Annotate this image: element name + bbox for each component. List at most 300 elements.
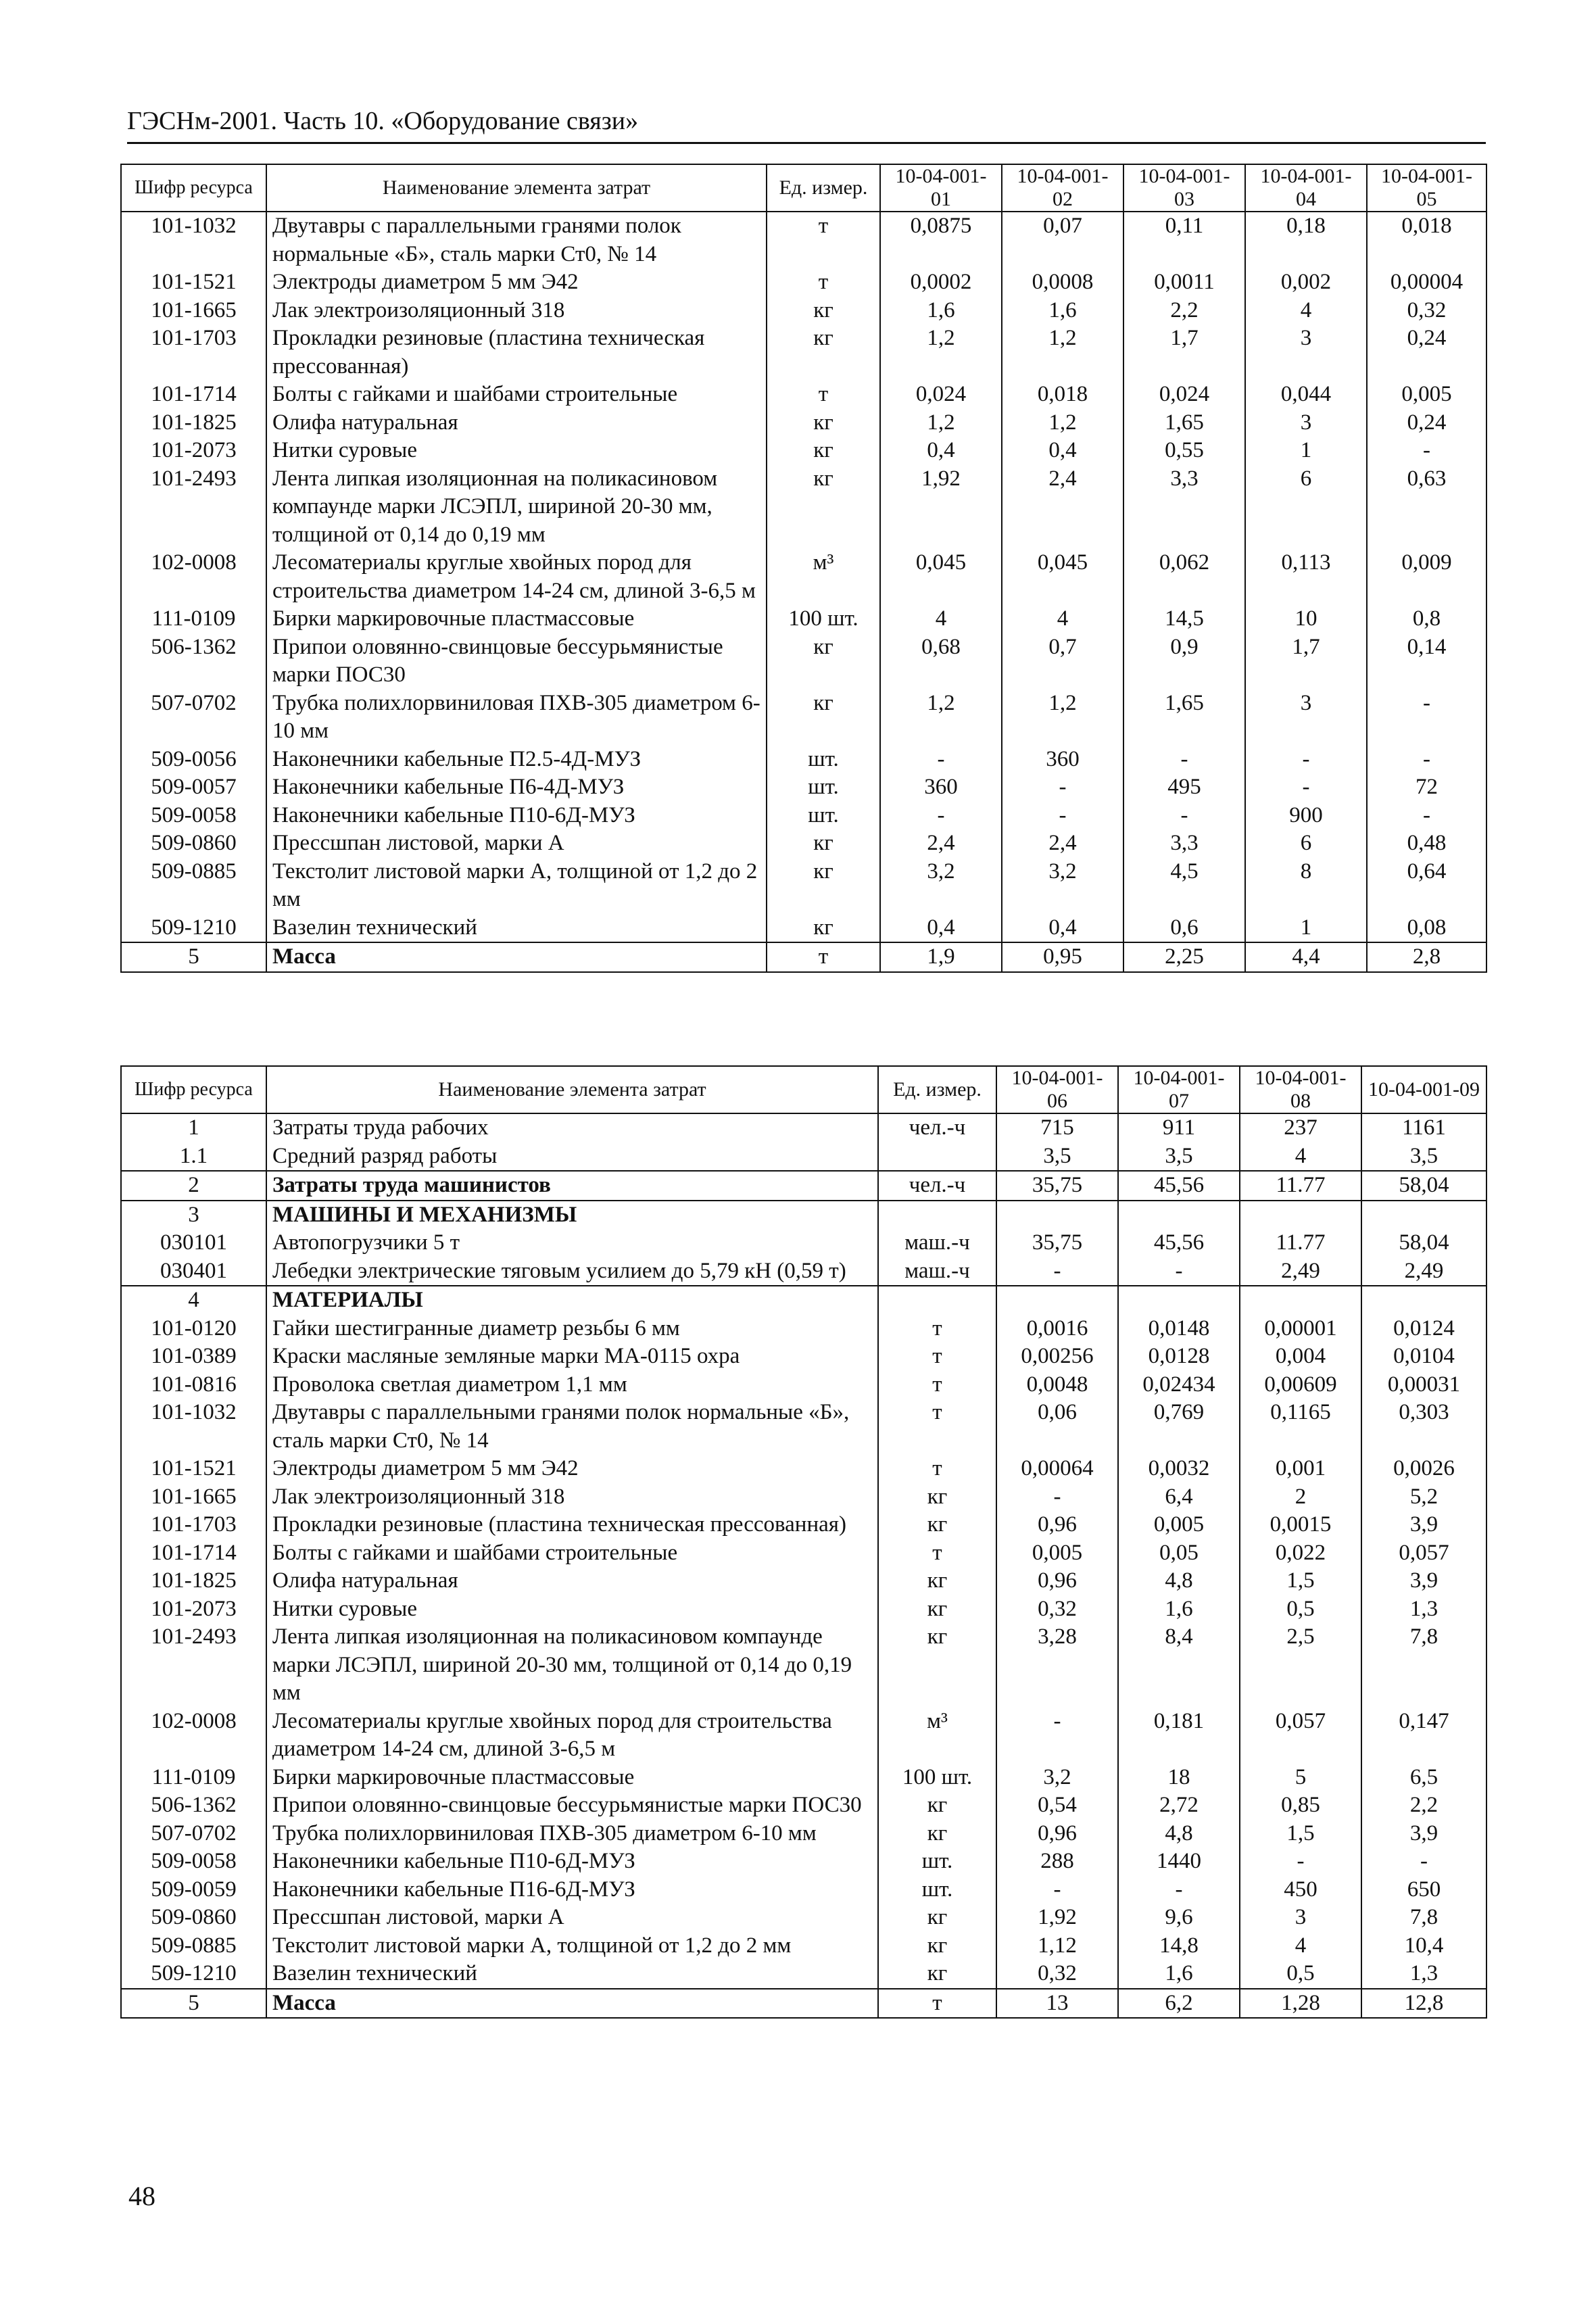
resource-name: Гайки шестигранные диаметр резьбы 6 мм <box>266 1315 878 1343</box>
value-cell: 3,28 <box>996 1623 1118 1708</box>
value-cell: 3 <box>1245 690 1367 746</box>
value-cell <box>1118 1201 1240 1230</box>
table-row <box>121 1764 1486 1792</box>
value-cell: 0,68 <box>880 633 1002 690</box>
value-cell: 288 <box>996 1848 1118 1876</box>
value-cell: 3,9 <box>1361 1511 1486 1539</box>
resource-code: 101-2493 <box>121 465 266 550</box>
unit-cell: чел.-ч <box>878 1171 996 1201</box>
value-cell: 1,9 <box>880 942 1002 972</box>
resource-code: 5 <box>121 1989 266 2019</box>
table-row <box>121 1113 1486 1142</box>
value-cell: 5,2 <box>1361 1483 1486 1512</box>
value-cell: 450 <box>1240 1876 1361 1904</box>
resource-code: 102-0008 <box>121 549 266 605</box>
value-cell: 9,6 <box>1118 1904 1240 1932</box>
unit-cell: шт. <box>767 746 880 774</box>
value-cell: - <box>1367 690 1486 746</box>
unit-cell: т <box>878 1371 996 1399</box>
table-row <box>121 297 1486 325</box>
value-cell: 14,8 <box>1118 1932 1240 1960</box>
value-cell: - <box>996 1708 1118 1764</box>
resource-name: Бирки маркировочные пластмассовые <box>266 1764 878 1792</box>
page-title: ГЭСНм-2001. Часть 10. «Оборудование связи» <box>127 107 639 135</box>
resource-name: Наконечники кабельные П10-6Д-МУЗ <box>266 802 767 830</box>
resource-name: Наконечники кабельные П6-4Д-МУЗ <box>266 773 767 802</box>
value-cell: 1 <box>1245 437 1367 465</box>
value-cell: 3,5 <box>996 1142 1118 1172</box>
unit-cell: кг <box>878 1791 996 1820</box>
header-code: Шифр ресурса <box>121 1066 266 1113</box>
value-cell: - <box>1240 1848 1361 1876</box>
value-cell: 11.77 <box>1240 1229 1361 1257</box>
value-cell: 0,63 <box>1367 465 1486 550</box>
resource-name: Автопогрузчики 5 т <box>266 1229 878 1257</box>
unit-cell: т <box>767 381 880 409</box>
resource-name: Наконечники кабельные П10-6Д-МУЗ <box>266 1848 878 1876</box>
value-cell: 0,9 <box>1123 633 1245 690</box>
unit-cell: кг <box>767 409 880 437</box>
value-cell: 1,2 <box>1002 409 1123 437</box>
value-cell: 0,5 <box>1240 1595 1361 1624</box>
resource-code: 506-1362 <box>121 1791 266 1820</box>
resource-name: МАТЕРИАЛЫ <box>266 1286 878 1315</box>
unit-cell: кг <box>878 1820 996 1848</box>
unit-cell: м³ <box>878 1708 996 1764</box>
resource-code: 101-0816 <box>121 1371 266 1399</box>
table-row <box>121 1286 1486 1315</box>
unit-cell: шт. <box>878 1876 996 1904</box>
value-cell: 4 <box>1240 1932 1361 1960</box>
header-unit: Ед. измер. <box>878 1066 996 1113</box>
value-cell: 0,06 <box>996 1399 1118 1455</box>
value-cell: 4,8 <box>1118 1820 1240 1848</box>
value-cell: - <box>1361 1848 1486 1876</box>
value-cell: 0,96 <box>996 1567 1118 1595</box>
table-row <box>121 773 1486 802</box>
value-cell: 0,057 <box>1240 1708 1361 1764</box>
resource-name: Затраты труда машинистов <box>266 1171 878 1201</box>
unit-cell: кг <box>878 1932 996 1960</box>
resource-name: Припои оловянно-свинцовые бессурьмянистые марки ПОС30 <box>266 1791 878 1820</box>
resource-table-2 <box>120 1065 1487 2019</box>
value-cell: 3 <box>1240 1904 1361 1932</box>
table-row <box>121 1343 1486 1371</box>
value-cell: 0,18 <box>1245 212 1367 268</box>
header-name: Наименование элемента затрат <box>266 1066 878 1113</box>
value-cell: 900 <box>1245 802 1367 830</box>
resource-name: Электроды диаметром 5 мм Э42 <box>266 1455 878 1483</box>
value-cell: 0,009 <box>1367 549 1486 605</box>
value-cell: 0,00004 <box>1367 268 1486 297</box>
value-cell: 2,72 <box>1118 1791 1240 1820</box>
resource-name: Электроды диаметром 5 мм Э42 <box>266 268 767 297</box>
unit-cell: кг <box>767 829 880 858</box>
table-row <box>121 1960 1486 1989</box>
table-row <box>121 1595 1486 1624</box>
value-cell: - <box>1002 802 1123 830</box>
value-cell: 58,04 <box>1361 1229 1486 1257</box>
value-cell: 5 <box>1240 1764 1361 1792</box>
value-cell: 0,181 <box>1118 1708 1240 1764</box>
value-cell: 0,24 <box>1367 324 1486 381</box>
value-cell: 0,00064 <box>996 1455 1118 1483</box>
value-cell: 0,96 <box>996 1511 1118 1539</box>
header-code: Шифр ресурса <box>121 164 266 212</box>
value-cell: - <box>1118 1876 1240 1904</box>
value-cell: 0,0032 <box>1118 1455 1240 1483</box>
unit-cell: кг <box>767 914 880 943</box>
resource-name: Средний разряд работы <box>266 1142 878 1172</box>
resource-code: 509-0059 <box>121 1876 266 1904</box>
unit-cell: кг <box>767 437 880 465</box>
table-row <box>121 858 1486 914</box>
value-cell: 0,85 <box>1240 1791 1361 1820</box>
value-cell: 0,4 <box>880 437 1002 465</box>
value-cell: 2,25 <box>1123 942 1245 972</box>
value-cell: 2,4 <box>1002 465 1123 550</box>
value-cell: 0,64 <box>1367 858 1486 914</box>
resource-code: 506-1362 <box>121 633 266 690</box>
table-row <box>121 1708 1486 1764</box>
value-cell <box>1240 1201 1361 1230</box>
table-row <box>121 942 1486 972</box>
unit-cell: кг <box>767 633 880 690</box>
table-row <box>121 1511 1486 1539</box>
value-cell: 7,8 <box>1361 1623 1486 1708</box>
page-number: 48 <box>128 2181 155 2211</box>
unit-cell: т <box>878 1343 996 1371</box>
resource-name: Припои оловянно-свинцовые бессурьмянистые марки ПОС30 <box>266 633 767 690</box>
unit-cell: чел.-ч <box>878 1113 996 1142</box>
value-cell: 0,0002 <box>880 268 1002 297</box>
table-row <box>121 1904 1486 1932</box>
resource-name: Прокладки резиновые (пластина техническая прессованная) <box>266 1511 878 1539</box>
value-cell: 45,56 <box>1118 1229 1240 1257</box>
table-row <box>121 409 1486 437</box>
unit-cell: маш.-ч <box>878 1229 996 1257</box>
unit-cell: 100 шт. <box>767 605 880 633</box>
value-cell: 0,32 <box>996 1595 1118 1624</box>
resource-code: 101-0120 <box>121 1315 266 1343</box>
resource-code: 101-1825 <box>121 1567 266 1595</box>
value-cell: 1,6 <box>1002 297 1123 325</box>
unit-cell: кг <box>878 1960 996 1989</box>
value-cell: - <box>996 1257 1118 1286</box>
value-cell: 2,2 <box>1123 297 1245 325</box>
value-cell: 3,5 <box>1118 1142 1240 1172</box>
value-cell: 0,8 <box>1367 605 1486 633</box>
resource-code: 509-1210 <box>121 1960 266 1989</box>
header-col: 10-04-001-04 <box>1245 164 1367 212</box>
resource-code: 1 <box>121 1113 266 1142</box>
value-cell: 10,4 <box>1361 1932 1486 1960</box>
value-cell: - <box>1002 773 1123 802</box>
table-row <box>121 1142 1486 1172</box>
unit-cell <box>878 1201 996 1230</box>
resource-code: 509-0057 <box>121 773 266 802</box>
resource-name: Лебедки электрические тяговым усилием до 5,79 кН (0,59 т) <box>266 1257 878 1286</box>
value-cell: 0,005 <box>1367 381 1486 409</box>
value-cell: 0,0124 <box>1361 1315 1486 1343</box>
resource-name: МАШИНЫ И МЕХАНИЗМЫ <box>266 1201 878 1230</box>
value-cell: 13 <box>996 1989 1118 2019</box>
value-cell: - <box>996 1483 1118 1512</box>
value-cell: 0,11 <box>1123 212 1245 268</box>
unit-cell: кг <box>878 1623 996 1708</box>
header-col: 10-04-001-07 <box>1118 1066 1240 1113</box>
value-cell: 10 <box>1245 605 1367 633</box>
value-cell: 0,018 <box>1002 381 1123 409</box>
value-cell: 0,0104 <box>1361 1343 1486 1371</box>
resource-code: 101-1665 <box>121 1483 266 1512</box>
table-row <box>121 1623 1486 1708</box>
value-cell: 0,0148 <box>1118 1315 1240 1343</box>
value-cell: 35,75 <box>996 1171 1118 1201</box>
resource-code: 509-0860 <box>121 1904 266 1932</box>
value-cell <box>1240 1286 1361 1315</box>
resource-name: Прессшпан листовой, марки А <box>266 1904 878 1932</box>
unit-cell <box>878 1142 996 1172</box>
resource-code: 101-1714 <box>121 1539 266 1568</box>
value-cell: 0,062 <box>1123 549 1245 605</box>
value-cell: 1,2 <box>1002 324 1123 381</box>
resource-code: 101-1032 <box>121 212 266 268</box>
table-row <box>121 746 1486 774</box>
resource-code: 509-1210 <box>121 914 266 943</box>
resource-name: Текстолит листовой марки А, толщиной от 1,2 до 2 мм <box>266 1932 878 1960</box>
value-cell: 4 <box>1002 605 1123 633</box>
value-cell: 4,5 <box>1123 858 1245 914</box>
resource-name: Болты с гайками и шайбами строительные <box>266 1539 878 1568</box>
table-row <box>121 1171 1486 1201</box>
resource-name: Затраты труда рабочих <box>266 1113 878 1142</box>
value-cell: 0,769 <box>1118 1399 1240 1455</box>
value-cell: 0,044 <box>1245 381 1367 409</box>
value-cell: 0,0008 <box>1002 268 1123 297</box>
resource-code: 509-0056 <box>121 746 266 774</box>
resource-code: 1.1 <box>121 1142 266 1172</box>
unit-cell: т <box>767 268 880 297</box>
resource-name: Краски масляные земляные марки МА-0115 охра <box>266 1343 878 1371</box>
value-cell: 0,002 <box>1245 268 1367 297</box>
value-cell: 0,00609 <box>1240 1371 1361 1399</box>
value-cell: 2,2 <box>1361 1791 1486 1820</box>
value-cell: 0,54 <box>996 1791 1118 1820</box>
unit-cell: кг <box>767 297 880 325</box>
table-row <box>121 268 1486 297</box>
value-cell <box>1118 1286 1240 1315</box>
resource-name: Проволока светлая диаметром 1,1 мм <box>266 1371 878 1399</box>
resource-name: Масса <box>266 1989 878 2019</box>
value-cell: 6 <box>1245 829 1367 858</box>
value-cell: 0,7 <box>1002 633 1123 690</box>
resource-code: 101-1703 <box>121 1511 266 1539</box>
value-cell: 360 <box>1002 746 1123 774</box>
resource-name: Нитки суровые <box>266 437 767 465</box>
value-cell: 1,5 <box>1240 1820 1361 1848</box>
resource-code: 3 <box>121 1201 266 1230</box>
value-cell: 0,48 <box>1367 829 1486 858</box>
value-cell: 1,12 <box>996 1932 1118 1960</box>
value-cell: 0,005 <box>996 1539 1118 1568</box>
value-cell: 3,3 <box>1123 829 1245 858</box>
resource-code: 111-0109 <box>121 1764 266 1792</box>
value-cell: 0,022 <box>1240 1539 1361 1568</box>
value-cell: 0,303 <box>1361 1399 1486 1455</box>
value-cell: - <box>880 746 1002 774</box>
value-cell: 1440 <box>1118 1848 1240 1876</box>
resource-code: 5 <box>121 942 266 972</box>
resource-name: Лесоматериалы круглые хвойных пород для строительства диаметром 14-24 см, длиной 3-6,5 м <box>266 549 767 605</box>
value-cell: 0,00256 <box>996 1343 1118 1371</box>
value-cell: - <box>996 1876 1118 1904</box>
value-cell: 4,4 <box>1245 942 1367 972</box>
resource-name: Вазелин технический <box>266 1960 878 1989</box>
value-cell: 45,56 <box>1118 1171 1240 1201</box>
header-col: 10-04-001-06 <box>996 1066 1118 1113</box>
table-row <box>121 1989 1486 2019</box>
value-cell: 1 <box>1245 914 1367 943</box>
value-cell: 35,75 <box>996 1229 1118 1257</box>
value-cell: 1,65 <box>1123 409 1245 437</box>
table-row <box>121 465 1486 550</box>
value-cell: 0,0026 <box>1361 1455 1486 1483</box>
value-cell: 3,9 <box>1361 1567 1486 1595</box>
value-cell: 12,8 <box>1361 1989 1486 2019</box>
table-row <box>121 1201 1486 1230</box>
value-cell: 0,5 <box>1240 1960 1361 1989</box>
value-cell: 650 <box>1361 1876 1486 1904</box>
unit-cell: т <box>878 1315 996 1343</box>
page-header <box>127 101 1486 144</box>
unit-cell: шт. <box>767 773 880 802</box>
resource-name: Вазелин технический <box>266 914 767 943</box>
table-row <box>121 1483 1486 1512</box>
value-cell: 1,2 <box>880 324 1002 381</box>
value-cell: 72 <box>1367 773 1486 802</box>
value-cell: 0,07 <box>1002 212 1123 268</box>
value-cell: 4 <box>880 605 1002 633</box>
value-cell: 0,024 <box>1123 381 1245 409</box>
value-cell: 360 <box>880 773 1002 802</box>
table-row <box>121 605 1486 633</box>
unit-cell: т <box>767 942 880 972</box>
resource-code: 101-1032 <box>121 1399 266 1455</box>
table-row <box>121 1567 1486 1595</box>
table-row <box>121 1315 1486 1343</box>
value-cell <box>996 1201 1118 1230</box>
value-cell: 6 <box>1245 465 1367 550</box>
resource-code: 2 <box>121 1171 266 1201</box>
value-cell: 1161 <box>1361 1113 1486 1142</box>
resource-code: 111-0109 <box>121 605 266 633</box>
unit-cell: т <box>878 1989 996 2019</box>
table-row <box>121 1539 1486 1568</box>
unit-cell: кг <box>878 1567 996 1595</box>
resource-code: 509-0058 <box>121 802 266 830</box>
table-row <box>121 914 1486 943</box>
table-row <box>121 1229 1486 1257</box>
value-cell: 0,24 <box>1367 409 1486 437</box>
resource-name: Лента липкая изоляционная на поликасиновом компаунде марки ЛСЭПЛ, шириной 20-30 мм, толщиной от 0,14 до 0,19 мм <box>266 1623 878 1708</box>
unit-cell: т <box>878 1539 996 1568</box>
resource-code: 509-0860 <box>121 829 266 858</box>
table-header-row <box>121 1066 1486 1113</box>
value-cell: 0,6 <box>1123 914 1245 943</box>
resource-code: 101-1521 <box>121 268 266 297</box>
table-header-row <box>121 164 1486 212</box>
unit-cell: 100 шт. <box>878 1764 996 1792</box>
value-cell: 0,057 <box>1361 1539 1486 1568</box>
value-cell: 6,4 <box>1118 1483 1240 1512</box>
table-row <box>121 690 1486 746</box>
value-cell: 1,5 <box>1240 1567 1361 1595</box>
resource-code: 102-0008 <box>121 1708 266 1764</box>
value-cell: 1,7 <box>1245 633 1367 690</box>
value-cell: - <box>1367 802 1486 830</box>
value-cell: 1,6 <box>880 297 1002 325</box>
resource-name: Наконечники кабельные П16-6Д-МУЗ <box>266 1876 878 1904</box>
table-row <box>121 1257 1486 1286</box>
value-cell: 3,9 <box>1361 1820 1486 1848</box>
value-cell: 3 <box>1245 324 1367 381</box>
resource-code: 507-0702 <box>121 1820 266 1848</box>
unit-cell <box>878 1286 996 1315</box>
value-cell: 4,8 <box>1118 1567 1240 1595</box>
value-cell: - <box>1367 746 1486 774</box>
resource-code: 507-0702 <box>121 690 266 746</box>
value-cell: 715 <box>996 1113 1118 1142</box>
value-cell: 0,1165 <box>1240 1399 1361 1455</box>
value-cell: - <box>880 802 1002 830</box>
table-row <box>121 1876 1486 1904</box>
unit-cell: кг <box>878 1904 996 1932</box>
value-cell: 0,14 <box>1367 633 1486 690</box>
value-cell: 7,8 <box>1361 1904 1486 1932</box>
value-cell: 1,7 <box>1123 324 1245 381</box>
value-cell: 0,001 <box>1240 1455 1361 1483</box>
value-cell: 911 <box>1118 1113 1240 1142</box>
value-cell: 1,6 <box>1118 1960 1240 1989</box>
resource-name: Лак электроизоляционный 318 <box>266 1483 878 1512</box>
table-body <box>121 212 1486 972</box>
value-cell: - <box>1123 746 1245 774</box>
resource-name: Трубка полихлорвиниловая ПХВ-305 диаметром 6-10 мм <box>266 1820 878 1848</box>
resource-code: 030401 <box>121 1257 266 1286</box>
value-cell: 4 <box>1240 1142 1361 1172</box>
table-row <box>121 1371 1486 1399</box>
value-cell: 0,95 <box>1002 942 1123 972</box>
value-cell: 0,0016 <box>996 1315 1118 1343</box>
value-cell: 3 <box>1245 409 1367 437</box>
value-cell: 0,00001 <box>1240 1315 1361 1343</box>
table-row <box>121 1455 1486 1483</box>
value-cell: 1,2 <box>880 690 1002 746</box>
value-cell: 2,5 <box>1240 1623 1361 1708</box>
value-cell: 0,147 <box>1361 1708 1486 1764</box>
value-cell: 2,49 <box>1361 1257 1486 1286</box>
header-col: 10-04-001-03 <box>1123 164 1245 212</box>
resource-name: Двутавры с параллельными гранями полок нормальные «Б», сталь марки Ст0, № 14 <box>266 212 767 268</box>
value-cell: 0,4 <box>880 914 1002 943</box>
value-cell: 0,08 <box>1367 914 1486 943</box>
resource-code: 509-0058 <box>121 1848 266 1876</box>
value-cell: 1,3 <box>1361 1960 1486 1989</box>
value-cell: 1,92 <box>996 1904 1118 1932</box>
value-cell: 6,5 <box>1361 1764 1486 1792</box>
value-cell: 0,4 <box>1002 914 1123 943</box>
